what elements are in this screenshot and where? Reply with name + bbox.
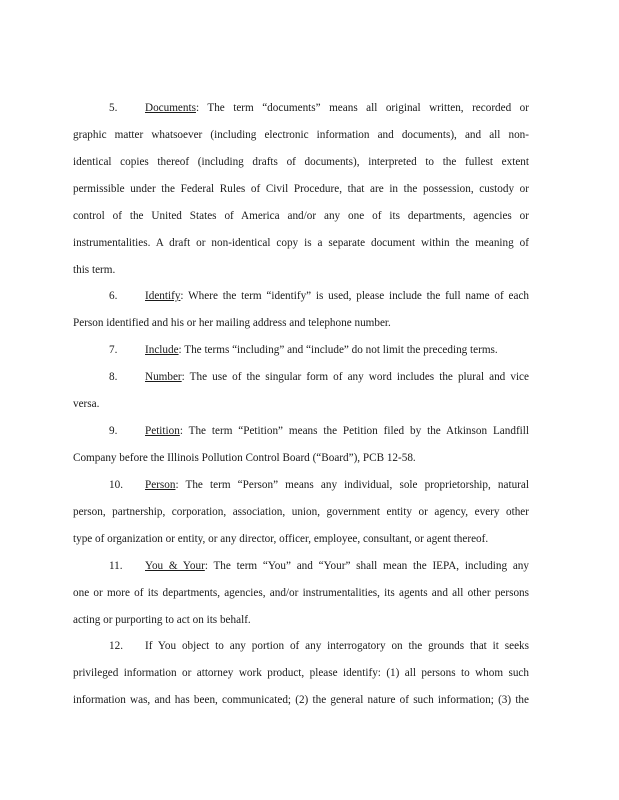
paragraph-5-line-2: graphic matter whatsoever (including electronic information and documents), and all non-: [73, 129, 529, 141]
paragraph-5-line-3: identical copies thereof (including drafts of documents), interpreted to the fullest extent: [73, 156, 529, 168]
defined-term: Identify: [145, 290, 181, 302]
paragraph-11-line-2: one or more of its departments, agencies, and/or instrumentalities, its agents and all other persons: [73, 587, 529, 599]
paragraph-10-line-2: person, partnership, corporation, association, union, government entity or agency, every other: [73, 506, 529, 518]
paragraph-number: 7.: [109, 344, 118, 356]
paragraph-5-line-1: 5. Documents: The term “documents” means all original written, recorded or: [109, 102, 529, 114]
paragraph-7-line-1: 7. Include: The terms “including” and “include” do not limit the preceding terms.: [109, 344, 498, 356]
paragraph-5-line-6: instrumentalities. A draft or non-identical copy is a separate document within the meaning of: [73, 237, 529, 249]
paragraph-5-line-7: this term.: [73, 264, 116, 276]
paragraph-8-line-1: 8. Number: The use of the singular form of any word includes the plural and vice: [109, 371, 529, 383]
paragraph-12-line-2: privileged information or attorney work product, please identify: (1) all persons to whom such: [73, 667, 529, 679]
paragraph-9-line-1: 9. Petition: The term “Petition” means the Petition filed by the Atkinson Landfill: [109, 425, 529, 437]
defined-term: Number: [145, 371, 182, 383]
paragraph-number: 10.: [109, 479, 123, 491]
paragraph-number: 9.: [109, 425, 118, 437]
paragraph-12-line-1: 12. If You object to any portion of any interrogatory on the grounds that it seeks: [109, 640, 529, 652]
defined-term: Petition: [145, 425, 180, 437]
paragraph-10-line-3: type of organization or entity, or any director, officer, employee, consultant, or agent thereof.: [73, 533, 489, 545]
paragraph-12-line-3: information was, and has been, communicated; (2) the general nature of such information; (3) the: [73, 694, 529, 706]
paragraph-5-line-5: control of the United States of America and/or any one of its departments, agencies or: [73, 210, 529, 222]
paragraph-6-line-1: 6. Identify: Where the term “identify” is used, please include the full name of each: [109, 290, 529, 302]
paragraph-5-line-4: permissible under the Federal Rules of Civil Procedure, that are in the possession, custody or: [73, 183, 529, 195]
defined-term: You & Your: [145, 560, 205, 572]
paragraph-number: 6.: [109, 290, 118, 302]
paragraph-number: 11.: [109, 560, 123, 572]
paragraph-11-line-1: 11. You & Your: The term “You” and “Your” shall mean the IEPA, including any: [109, 560, 529, 572]
defined-term: Include: [145, 344, 179, 356]
paragraph-number: 5.: [109, 102, 118, 114]
paragraph-8-line-2: versa.: [73, 398, 100, 410]
paragraph-number: 12.: [109, 640, 123, 652]
paragraph-11-line-3: acting or purporting to act on its behalf.: [73, 614, 251, 626]
paragraph-6-line-2: Person identified and his or her mailing address and telephone number.: [73, 317, 391, 329]
paragraph-9-line-2: Company before the Illinois Pollution Control Board (“Board”), PCB 12-58.: [73, 452, 416, 464]
paragraph-10-line-1: 10. Person: The term “Person” means any individual, sole proprietorship, natural: [109, 479, 529, 491]
paragraph-number: 8.: [109, 371, 118, 383]
defined-term: Person: [145, 479, 176, 491]
defined-term: Documents: [145, 102, 196, 114]
